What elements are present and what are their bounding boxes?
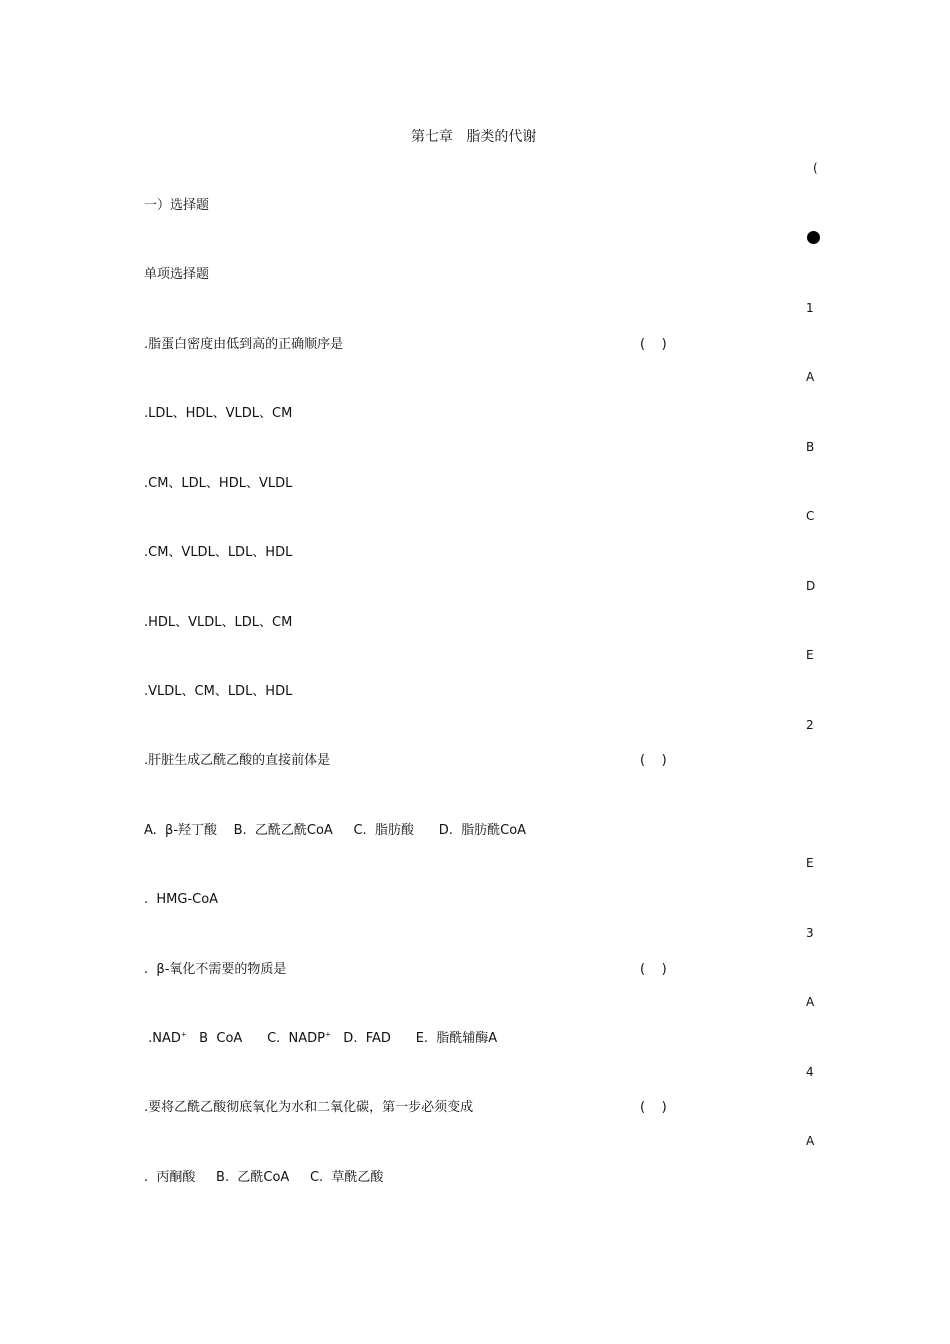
margin-label: A xyxy=(806,370,815,384)
margin-label: A xyxy=(806,1134,815,1148)
margin-label: E xyxy=(806,648,814,662)
question-3-answer-blank: ( ) xyxy=(640,962,667,977)
margin-label: 4 xyxy=(806,1065,814,1079)
question-1-option: .CM、VLDL、LDL、HDL xyxy=(144,545,293,560)
margin-label: E xyxy=(806,856,814,870)
margin-label: B xyxy=(806,440,815,454)
subsection-heading: 单项选择题 xyxy=(144,267,210,282)
question-1-option: .CM、LDL、HDL、VLDL xyxy=(144,476,293,491)
margin-label: 2 xyxy=(806,718,814,732)
margin-label: 3 xyxy=(806,926,814,940)
question-3-stem: . β-氧化不需要的物质是 xyxy=(144,962,287,977)
margin-label: C xyxy=(806,509,815,523)
question-1-option: .LDL、HDL、VLDL、CM xyxy=(144,406,293,421)
superscript: + xyxy=(325,1030,331,1039)
question-1-answer-blank: ( ) xyxy=(640,337,667,352)
question-3-option-de: D. FAD E. 脂酰辅酶A xyxy=(330,1031,498,1046)
section-heading: 一）选择题 xyxy=(144,198,210,213)
question-2-option-e: . HMG-CoA xyxy=(144,892,219,907)
question-1-stem: .脂蛋白密度由低到高的正确顺序是 xyxy=(144,337,344,352)
question-2-answer-blank: ( ) xyxy=(640,753,667,768)
question-3-option-a: .NAD xyxy=(144,1031,181,1046)
question-2-stem: .肝脏生成乙酰乙酸的直接前体是 xyxy=(144,753,331,768)
margin-paren: ( xyxy=(813,161,818,175)
bullet-dot-icon xyxy=(807,231,820,244)
question-3-option-bc: B CoA C. NADP xyxy=(186,1031,326,1046)
margin-label: D xyxy=(806,579,816,593)
margin-label: 1 xyxy=(806,301,814,315)
question-3-options xyxy=(144,1031,497,1047)
question-2-options: A. β-羟丁酸 B. 乙酰乙酰CoA C. 脂肪酸 D. 脂肪酰CoA xyxy=(144,823,527,838)
question-1-option: .HDL、VLDL、LDL、CM xyxy=(144,615,293,630)
superscript: + xyxy=(180,1030,187,1039)
question-1-option: .VLDL、CM、LDL、HDL xyxy=(144,684,293,699)
question-4-stem: .要将乙酰乙酸彻底氧化为水和二氧化碳，第一步必须变成 xyxy=(144,1100,474,1115)
margin-label: A xyxy=(806,995,815,1009)
page-title: 第七章 脂类的代谢 xyxy=(411,129,537,145)
question-4-answer-blank: ( ) xyxy=(640,1100,667,1115)
question-4-options: . 丙酮酸 B. 乙酰CoA C. 草酰乙酸 xyxy=(144,1170,384,1185)
